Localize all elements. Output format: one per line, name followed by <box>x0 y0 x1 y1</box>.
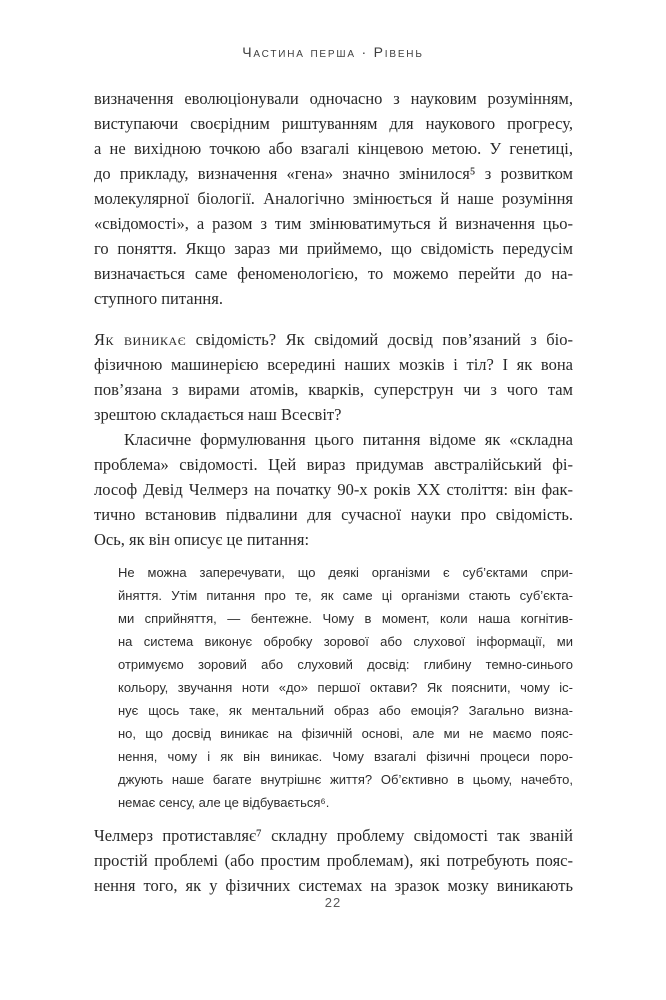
text-line: визначається саме феноменологією, то можемо перейти до на- <box>94 264 573 283</box>
text-line: молекулярної біології. Аналогічно змінюється й наше розуміння <box>94 189 573 208</box>
text-line: ми сприйняття, — бентежне. Чому в момент, коли наша когнітив- <box>118 611 573 626</box>
page-number: 22 <box>324 895 342 910</box>
paragraph <box>94 86 573 311</box>
paragraph <box>94 823 573 898</box>
text-block <box>94 86 573 898</box>
text-line: но, що досвід виникає на фізичній основі, але ми не маємо пояс- <box>118 726 573 741</box>
text-line: фізичною машинерією всередині наших мозків і тіл? І як вона <box>94 355 573 374</box>
text-line: Не можна заперечувати, що деякі організми є суб’єктами спри- <box>118 565 573 580</box>
text-line: проблема» свідомості. Цей вираз придумав австралійський фі- <box>94 455 573 474</box>
paragraph <box>94 327 573 427</box>
text-line: лософ Девід Челмерз на початку 90-х років XX століття: він фак- <box>94 480 573 499</box>
text-line: а не вихідною точкою або взагалі кінцевою метою. У генетиці, <box>94 139 573 158</box>
text-line: Челмерз протиставляє⁷ складну проблему свідомості так званій <box>94 826 573 845</box>
text-line: нення, чому і як він виникає. Чому взагалі фізичні процеси поро- <box>118 749 573 764</box>
text-line: простій проблемі (або простим проблемам), які потребують пояс- <box>94 851 573 870</box>
text-line: нення того, як у фізичних системах на зразок мозку виникають <box>94 876 573 895</box>
text-line: ступного питання. <box>94 289 223 308</box>
text-line: пов’язана з вирами атомів, кварків, суперструн чи з чого там <box>94 380 573 399</box>
text-line: до прикладу, визначення «гена» значно змінилося⁵ з розвитком <box>94 164 573 183</box>
text-line: нує щось таке, як ментальний образ або емоція? Загально визна- <box>118 703 573 718</box>
text-line: виступаючи своєрідним риштуванням для наукового прогресу, <box>94 114 573 133</box>
text-line: отримуємо зоровий або слуховий досвід: глибину темно-синього <box>118 657 573 672</box>
text-line: Як виникає свідомість? Як свідомий досвід пов’язаний з біо- <box>94 330 573 349</box>
text-line: джують наше багате внутрішнє життя? Об’єктивно в цьому, начебто, <box>118 772 573 787</box>
text-line: Ось, як він описує це питання: <box>94 530 310 549</box>
paragraph <box>94 427 573 552</box>
text-line: «свідомості», а разом з тим змінюватимуться й визначення цьо- <box>94 214 573 233</box>
text-line: немає сенсу, але це відбувається⁶. <box>118 795 330 810</box>
block-quote <box>94 561 573 814</box>
text-line: кольору, звучання ноти «до» першої октави? Як пояснити, чому іс- <box>118 680 573 695</box>
text-line: на система виконує обробку зорової або слухової інформації, ми <box>118 634 573 649</box>
text-line: тично встановив підвалини для сучасної науки про свідомість. <box>94 505 573 524</box>
small-caps-lead: Як виникає <box>94 330 187 349</box>
text-line: йняття. Утім питання про те, як саме ці організми стають суб’єкта- <box>118 588 573 603</box>
text-line: зрештою складається наш Всесвіт? <box>94 405 342 424</box>
text-line: Класичне формулювання цього питання відоме як «складна <box>124 430 573 449</box>
text-line: визначення еволюціонували одночасно з науковим розумінням, <box>94 89 573 108</box>
text-line: го поняття. Якщо зараз ми приймемо, що свідомість передусім <box>94 239 573 258</box>
running-header: Частина перша · Рівень <box>242 44 424 60</box>
